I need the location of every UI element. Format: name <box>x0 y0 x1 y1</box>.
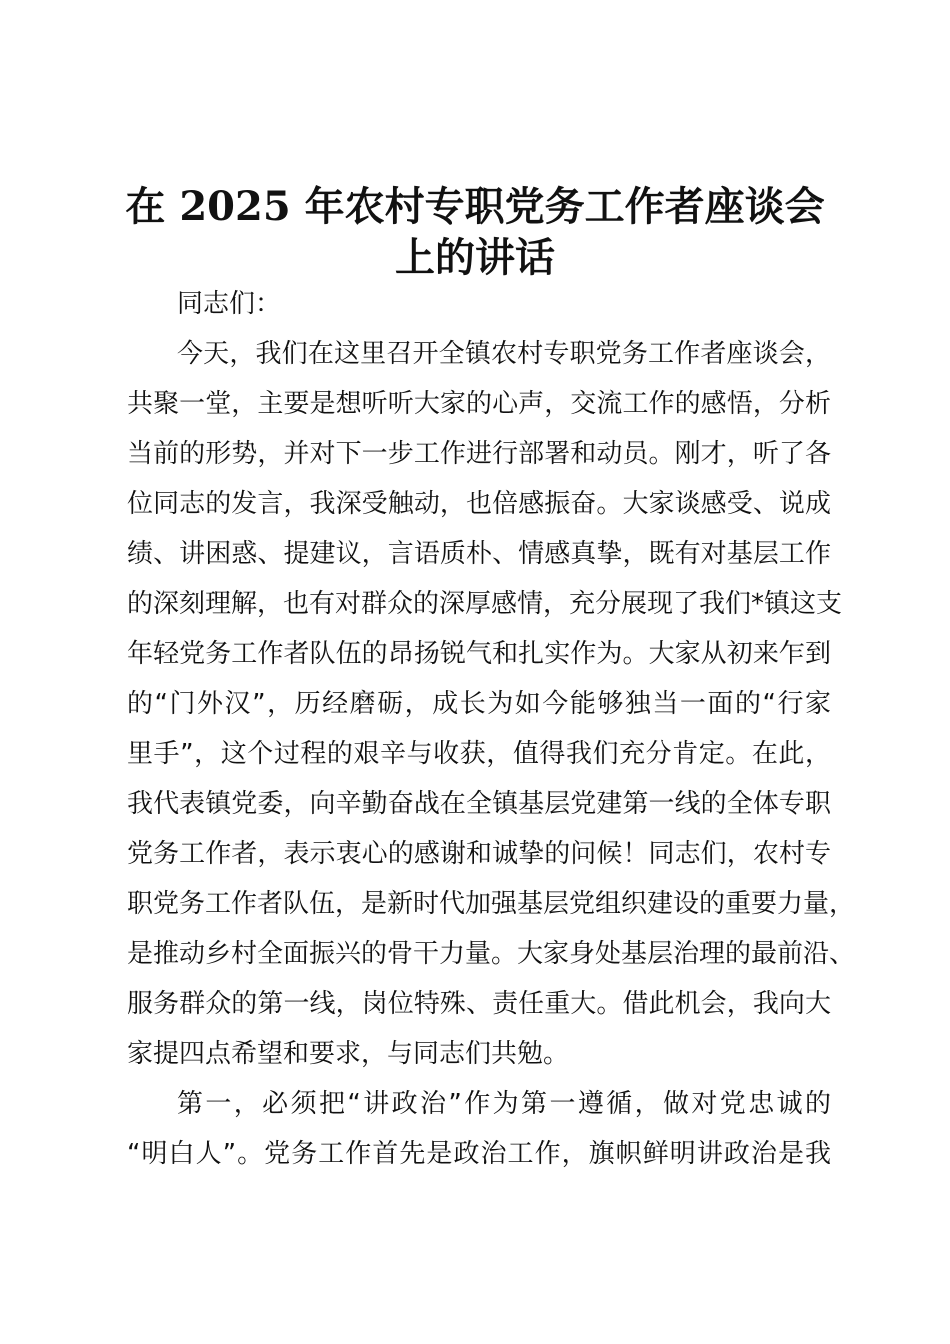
body-text-line: 的“门外汉”，历经磨砺，成长为如今能够独当一面的“行家 <box>127 689 831 719</box>
document-title-line-1: 在 2025 年农村专职党务工作者座谈会 <box>125 183 825 230</box>
body-text-line: 共聚一堂，主要是想听听大家的心声，交流工作的感悟，分析 <box>127 389 831 419</box>
body-text-line: 位同志的发言，我深受触动，也倍感振奋。大家谈感受、说成 <box>127 489 831 519</box>
body-text-line: 职党务工作者队伍，是新时代加强基层党组织建设的重要力量， <box>127 889 856 919</box>
body-text-line: 是推动乡村全面振兴的骨干力量。大家身处基层治理的最前沿、 <box>127 939 856 969</box>
body-text-line: 服务群众的第一线，岗位特殊、责任重大。借此机会，我向大 <box>127 989 831 1019</box>
body-text-line: 当前的形势，并对下一步工作进行部署和动员。刚才，听了各 <box>127 439 831 469</box>
body-text-line: 家提四点希望和要求，与同志们共勉。 <box>127 1039 570 1069</box>
body-text-line: 我代表镇党委，向辛勤奋战在全镇基层党建第一线的全体专职 <box>127 789 831 819</box>
body-text-line: 第一，必须把“讲政治”作为第一遵循，做对党忠诚的 <box>177 1089 831 1119</box>
document-title-line-2: 上的讲话 <box>395 234 555 281</box>
body-text-line: 的深刻理解，也有对群众的深厚感情，充分展现了我们*镇这支 <box>127 589 843 619</box>
body-text-line: 今天，我们在这里召开全镇农村专职党务工作者座谈会， <box>177 339 831 369</box>
body-text-line: 年轻党务工作者队伍的昂扬锐气和扎实作为。大家从初来乍到 <box>127 639 831 669</box>
body-text-line: 党务工作者，表示衷心的感谢和诚挚的问候！同志们，农村专 <box>127 839 831 869</box>
body-text-line: 绩、讲困惑、提建议，言语质朴、情感真挚，既有对基层工作 <box>127 539 831 569</box>
body-text-line: 里手”，这个过程的艰辛与收获，值得我们充分肯定。在此， <box>127 739 831 769</box>
salutation: 同志们： <box>177 289 282 319</box>
body-text-line: “明白人”。党务工作首先是政治工作，旗帜鲜明讲政治是我 <box>127 1139 831 1169</box>
